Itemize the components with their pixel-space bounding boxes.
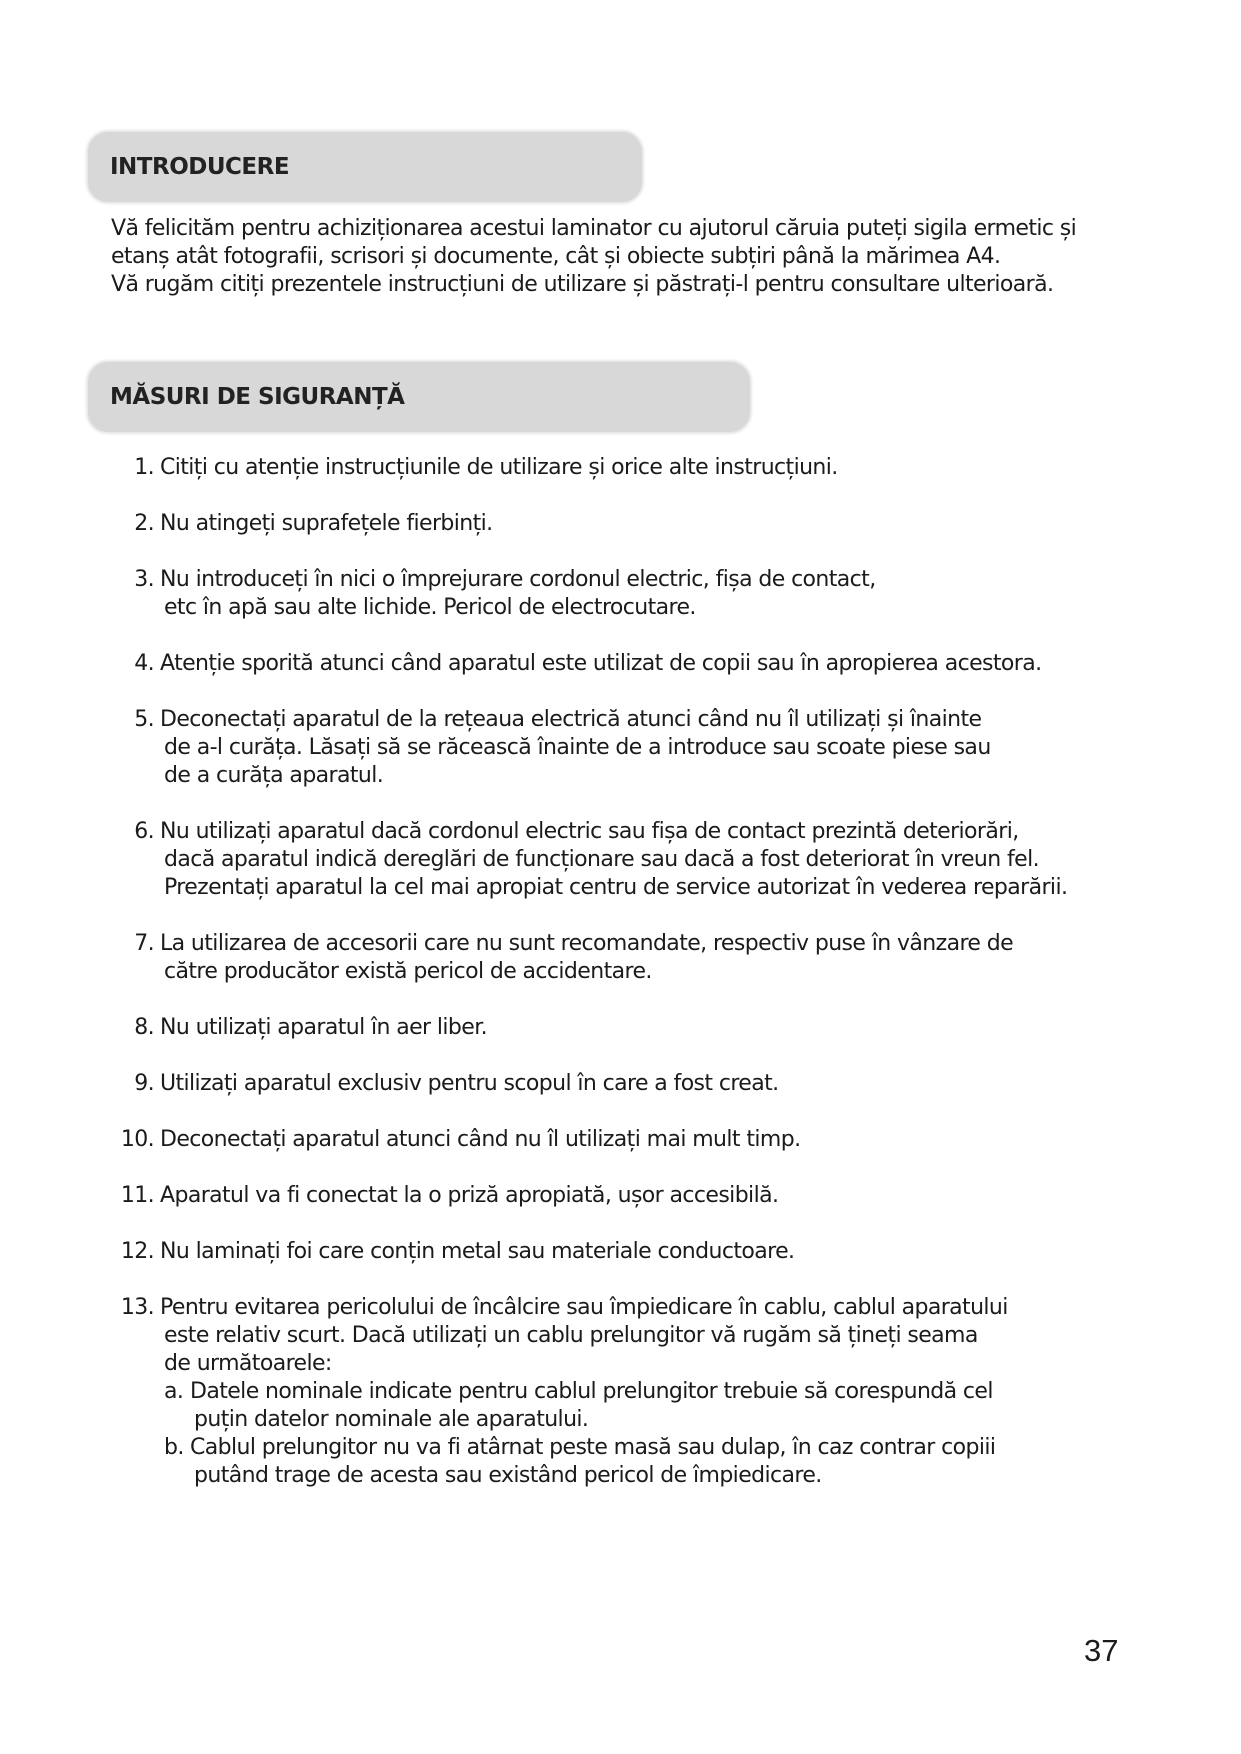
item-number: 4. [134, 651, 154, 676]
item-text: Deconectați aparatul de la rețeaua electrică atunci când nu îl utilizați și înainte [160, 707, 982, 732]
item-number: 3. [134, 567, 154, 592]
intro-line: Vă felicităm pentru achiziționarea acestui laminator cu ajutorul căruia puteți sigila ermetic și [111, 216, 1077, 241]
list-item [110, 1238, 1210, 1266]
item-text: de a-l curăța. Lăsați să se răcească înainte de a introduce sau scoate piese sau [164, 735, 991, 760]
item-number: 11. [120, 1183, 154, 1208]
safety-title: MĂSURI DE SIGURANȚĂ [110, 384, 405, 410]
item-text: Nu utilizați aparatul dacă cordonul electric sau fișa de contact prezintă deteriorări, [160, 819, 1019, 844]
intro-title: INTRODUCERE [110, 154, 290, 180]
list-item [110, 454, 1210, 482]
list-item [110, 566, 1210, 622]
safety-header [88, 362, 750, 432]
item-text: Nu utilizați aparatul în aer liber. [160, 1015, 488, 1040]
sub-item-text: Cablul prelungitor nu va fi atârnat peste masă sau dulap, în caz contrar copiii [190, 1435, 996, 1460]
item-number: 5. [134, 707, 154, 732]
list-item [110, 1070, 1210, 1098]
item-number: 10. [120, 1127, 154, 1152]
item-text: Prezentați aparatul la cel mai apropiat centru de service autorizat în vederea reparării. [164, 875, 1068, 900]
list-item [110, 706, 1210, 790]
sub-item-letter: b. [164, 1435, 184, 1460]
item-text: Citiți cu atenție instrucțiunile de utilizare și orice alte instrucțiuni. [160, 455, 838, 480]
item-number: 9. [134, 1071, 154, 1096]
item-text: către producător există pericol de accidentare. [164, 959, 652, 984]
item-number: 12. [120, 1239, 154, 1264]
sub-item-text: puțin datelor nominale ale aparatului. [194, 1407, 589, 1432]
list-item [110, 1182, 1210, 1210]
sub-item [160, 1378, 1210, 1434]
intro-line: etanș atât fotografii, scrisori și documente, cât și obiecte subțiri până la mărimea A4. [111, 244, 1001, 269]
sub-item-text: putând trage de acesta sau existând pericol de împiedicare. [194, 1463, 822, 1488]
item-number: 13. [120, 1295, 154, 1320]
item-text: Deconectați aparatul atunci când nu îl utilizați mai mult timp. [160, 1127, 801, 1152]
list-item [110, 818, 1210, 902]
intro-header [88, 132, 642, 202]
sub-item-letter: a. [164, 1379, 184, 1404]
safety-list [110, 454, 1210, 1518]
intro-paragraph [111, 215, 1191, 299]
item-text: Pentru evitarea pericolului de încâlcire sau împiedicare în cablu, cablul aparatului [160, 1295, 1008, 1320]
list-item [110, 650, 1210, 678]
item-text: Atenție sporită atunci când aparatul este utilizat de copii sau în apropierea acestora. [160, 651, 1042, 676]
sub-item-text: Datele nominale indicate pentru cablul prelungitor trebuie să corespundă cel [190, 1379, 993, 1404]
item-text: de următoarele: [164, 1351, 332, 1376]
list-item [110, 510, 1210, 538]
item-text: etc în apă sau alte lichide. Pericol de electrocutare. [164, 595, 696, 620]
item-number: 6. [134, 819, 154, 844]
item-number: 7. [134, 931, 154, 956]
item-text: Utilizați aparatul exclusiv pentru scopul în care a fost creat. [160, 1071, 779, 1096]
item-text: Aparatul va fi conectat la o priză apropiată, ușor accesibilă. [160, 1183, 779, 1208]
list-item [110, 1126, 1210, 1154]
list-item [110, 1294, 1210, 1490]
item-text: dacă aparatul indică dereglări de funcționare sau dacă a fost deteriorat în vreun fel. [164, 847, 1040, 872]
sub-item [160, 1434, 1210, 1490]
item-number: 8. [134, 1015, 154, 1040]
item-text: este relativ scurt. Dacă utilizați un cablu prelungitor vă rugăm să țineți seama [164, 1323, 978, 1348]
page-number: 37 [1084, 1633, 1119, 1668]
item-text: de a curăța aparatul. [164, 763, 384, 788]
list-item [110, 930, 1210, 986]
item-text: Nu laminați foi care conțin metal sau materiale conductoare. [160, 1239, 795, 1264]
intro-line: Vă rugăm citiți prezentele instrucțiuni de utilizare și păstrați-l pentru consultare ulterioară. [111, 272, 1054, 297]
item-number: 2. [134, 511, 154, 536]
item-text: Nu introduceți în nici o împrejurare cordonul electric, fișa de contact, [160, 567, 876, 592]
item-text: Nu atingeți suprafețele fierbinți. [160, 511, 493, 536]
item-text: La utilizarea de accesorii care nu sunt recomandate, respectiv puse în vânzare de [160, 931, 1014, 956]
list-item [110, 1014, 1210, 1042]
item-number: 1. [134, 455, 154, 480]
